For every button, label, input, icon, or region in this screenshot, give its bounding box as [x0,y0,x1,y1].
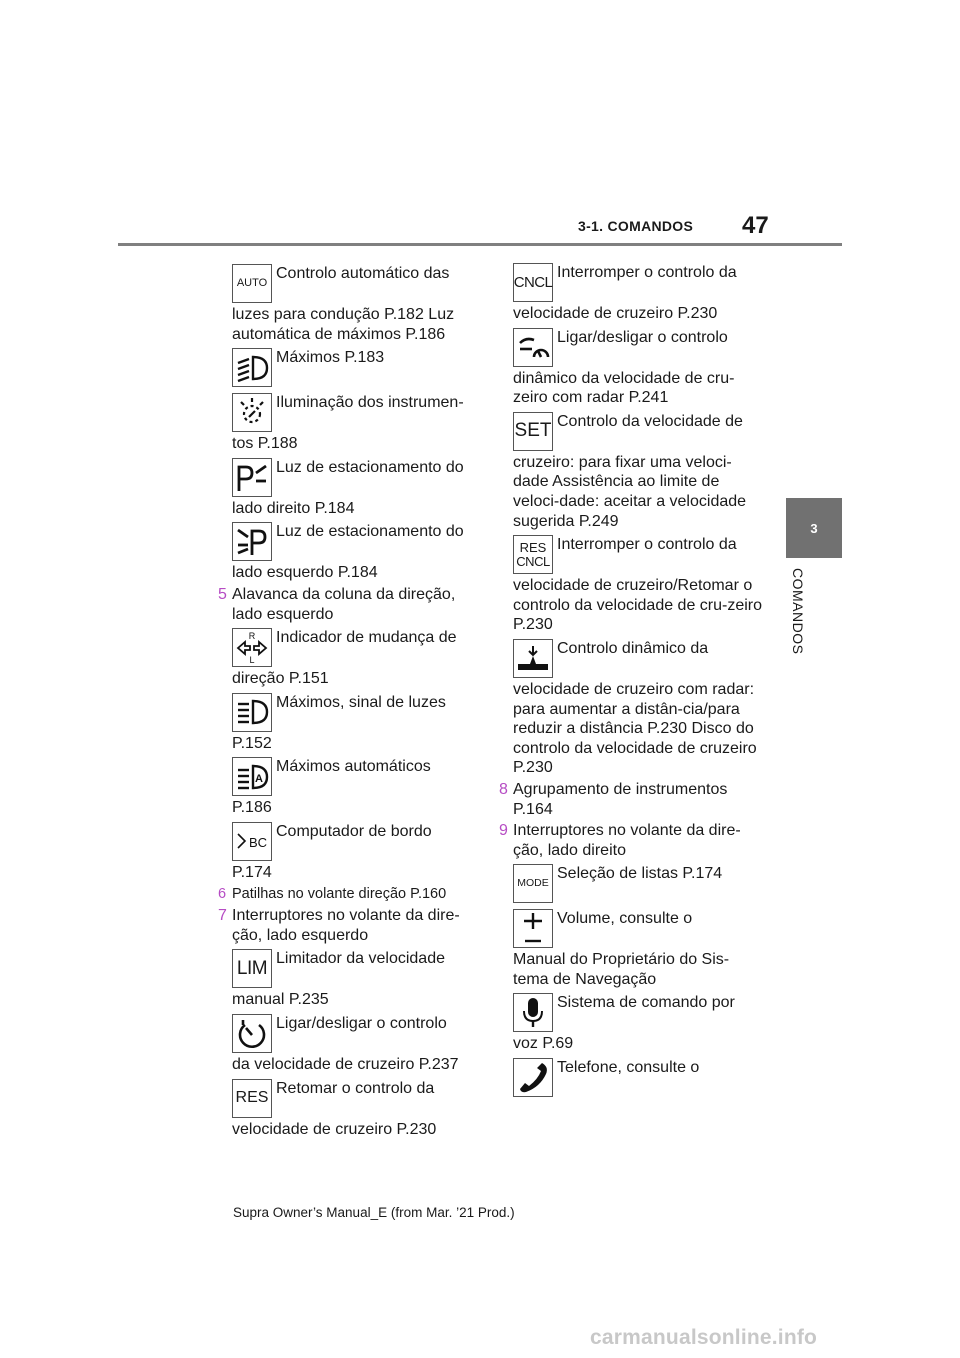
svg-text:A: A [255,773,263,786]
numbered-item-7 [218,906,482,945]
entry-title: Máximos P.183 [276,349,385,367]
entry-desc: velocidade de cruzeiro P.230 [513,305,718,322]
turn-signal-icon [232,628,272,667]
item-text: Patilhas no volante direção P.160 [232,885,447,902]
entry-desc: dinâmico da velocidade de cru-zeiro com radar P.241 [513,369,735,407]
entry-res-cncl [513,535,763,635]
entry-volume [513,909,763,989]
item-number: 8 [499,780,508,798]
entry-phone [513,1058,763,1099]
entry-desc: voz P.69 [513,1035,574,1053]
entry-parking-left [232,522,482,583]
volume-plus-minus-icon [513,909,553,948]
entry-desc: lado esquerdo P.184 [232,564,378,582]
entry-desc: lado direito P.184 [232,499,355,517]
radar-cruise-icon [513,328,553,367]
svg-text:R: R [248,631,256,642]
item-text: Alavanca da coluna da direção, lado esquerdo [232,585,456,623]
page-number: 47 [742,212,769,239]
right-column [499,259,763,1099]
svg-text:BC: BC [248,834,268,850]
entry-instrument-light [232,393,482,454]
entry-title: Volume, consulte o [557,910,693,928]
entry-title: Limitador da velocidade [276,950,445,968]
header-rule [118,243,842,246]
entry-radar-onoff [513,328,763,408]
entry-desc: da velocidade de cruzeiro P.237 [232,1055,459,1073]
entry-mode [513,864,763,905]
item-text: Interruptores no volante da dire-ção, lado direito [513,822,741,859]
entry-title: Controlo automático das [276,265,450,282]
item-number: 5 [218,585,227,603]
board-computer-icon [232,822,272,861]
entry-desc: direção P.151 [232,670,329,688]
entry-title: Ligar/desligar o controlo [276,1014,447,1032]
entry-title: Retomar o controlo da [276,1079,435,1097]
entry-desc: P.186 [232,799,272,817]
lim-icon: LIM [232,949,272,988]
entry-auto [232,264,482,344]
entry-lim [232,949,482,1010]
entry-desc: tos P.188 [232,435,298,453]
chapter-tab[interactable] [786,498,842,558]
entry-title: Interromper o controlo da [557,536,737,554]
entry-title: Computador de bordo [276,822,432,840]
item-number: 6 [218,885,227,902]
numbered-item-8 [499,780,763,819]
item-number: 9 [499,822,508,840]
entry-desc: P.174 [232,863,272,881]
watermark: carmanualsonline.info [590,1326,818,1349]
entry-board-computer [232,822,482,883]
parking-right-icon [232,458,272,497]
numbered-item-5 [218,585,482,624]
auto-high-beam-icon [232,757,272,796]
numbered-item-9 [499,821,763,860]
entry-title: Máximos, sinal de luzes [276,693,446,711]
entry-title: Controlo dinâmico da [557,639,709,657]
entry-desc: velocidade de cruzeiro/Retomar o controlo da velocidade de cru-zeiro P.230 [513,577,763,634]
res-cncl-icon: RES CNCL [513,535,553,574]
distance-control-icon [513,639,553,678]
cncl-icon: CNCL [513,263,553,302]
speedometer-icon [232,1014,272,1053]
entry-title: Máximos automáticos [276,758,431,776]
set-icon: SET [513,412,553,451]
auto-icon: AUTO [232,264,272,303]
entry-parking-right [232,458,482,519]
numbered-item-6 [218,885,482,905]
entry-title: Telefone, consulte o [557,1059,700,1077]
entry-distance [513,639,763,778]
item-number: 7 [218,907,227,925]
entry-high-beam [232,348,482,389]
section-title: 3-1. COMANDOS [578,218,694,234]
entry-turn-signal [232,628,482,689]
entry-title: Luz de estacionamento do [276,523,464,541]
svg-text:L: L [249,655,255,665]
high-beam-flash-icon [232,693,272,732]
mode-icon: MODE [513,864,553,903]
phone-icon [513,1058,553,1097]
entry-desc: cruzeiro: para fixar uma veloci-dade Assistência ao limite de veloci-dade: aceitar a velocidade sugerida P.249 [513,453,747,530]
entry-cruise-onoff [232,1014,482,1075]
footer-text: Supra Owner’s Manual_E (from Mar. ’21 Prod.) [233,1205,515,1220]
entry-title: Controlo da velocidade de [557,412,743,430]
entry-title: Sistema de comando por [557,994,735,1012]
entry-high-beam-flash [232,693,482,754]
entry-title: Interromper o controlo da [557,264,737,281]
entry-desc: luzes para condução P.182 Luz automática de máximos P.186 [232,306,455,343]
instrument-light-icon [232,393,272,432]
entry-title: Iluminação dos instrumen- [276,394,464,412]
entry-cncl [513,263,763,324]
chapter-label: COMANDOS [790,568,806,655]
entry-auto-high-beam [232,757,482,818]
chapter-number: 3 [810,520,818,536]
entry-desc: manual P.235 [232,991,329,1009]
entry-res [232,1079,482,1140]
entry-set [513,412,763,531]
res-icon: RES [232,1079,272,1118]
parking-left-icon [232,522,272,561]
item-text: Interruptores no volante da dire-ção, lado esquerdo [232,907,460,944]
entry-desc: Manual do Proprietário do Sis-tema de Navegação [513,951,730,988]
microphone-icon [513,993,553,1032]
entry-title: Luz de estacionamento do [276,458,464,476]
entry-title: Ligar/desligar o controlo [557,328,728,346]
high-beam-icon [232,348,272,387]
entry-voice [513,993,763,1054]
entry-desc: velocidade de cruzeiro P.230 [232,1120,437,1138]
entry-desc: velocidade de cruzeiro com radar: para aumentar a distân-cia/para reduzir a distância P.230 Disco do controlo da velocidade de cruzeiro P.230 [513,680,757,777]
left-column [218,260,482,1139]
entry-title: Seleção de listas P.174 [557,865,723,883]
item-text: Agrupamento de instrumentos P.164 [513,780,728,818]
entry-desc: P.152 [232,734,272,752]
entry-title: Indicador de mudança de [276,629,457,647]
